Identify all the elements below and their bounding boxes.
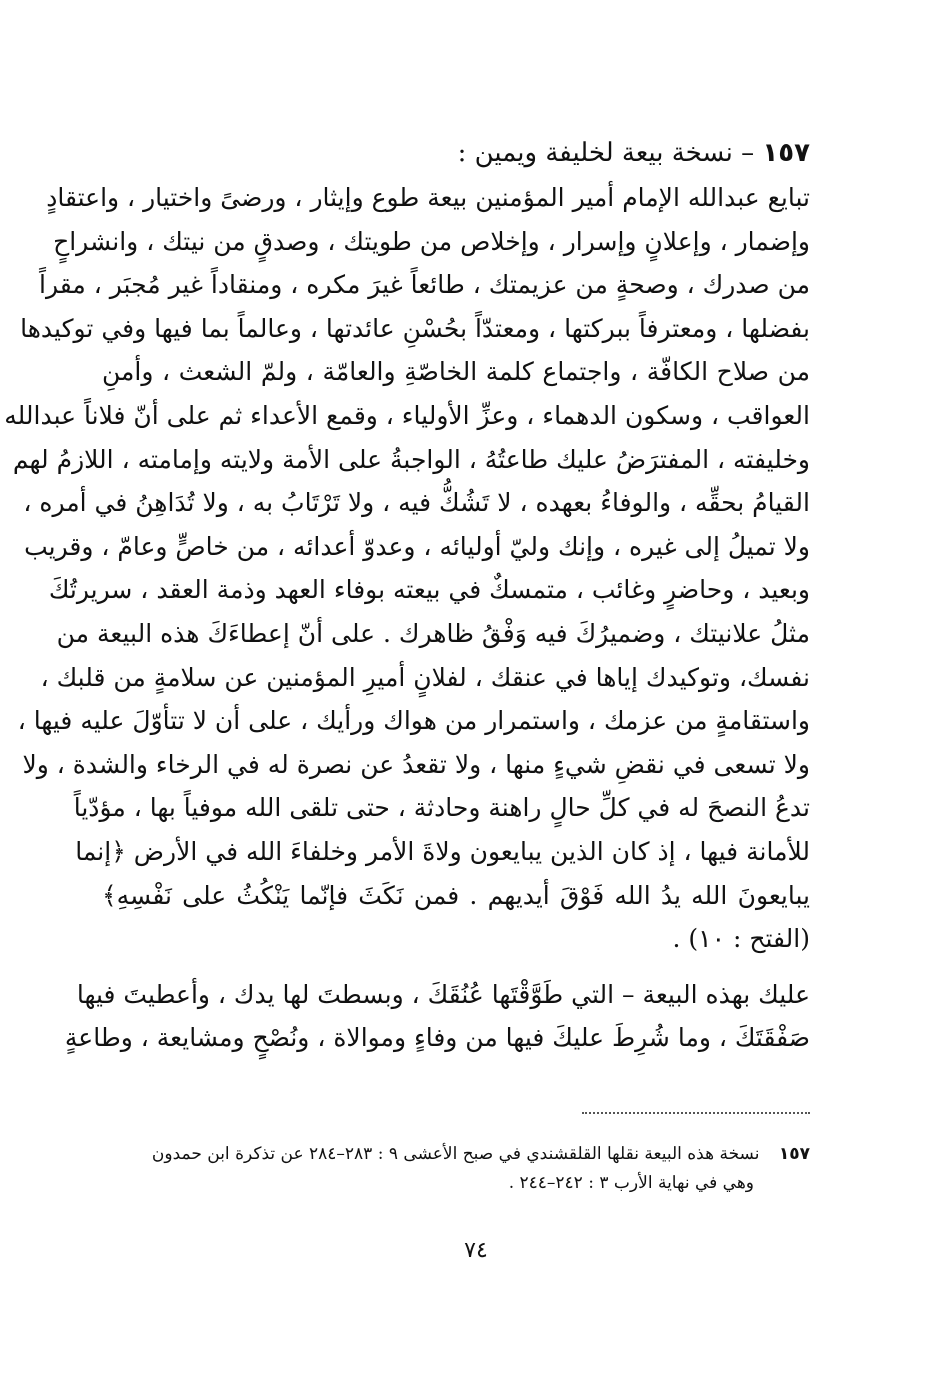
text-line: تبايع عبدالله الإمام أمير المؤمنين بيعة طوع وإيثار ، ورضىً واختيار ، واعتقادٍ bbox=[46, 183, 810, 212]
text-line: بفضلها ، ومعترفاً ببركتها ، ومعتدّاً بحُسْنِ عائدتها ، وعالماً بما فيها وفي توكيدها bbox=[20, 313, 810, 343]
text-line: تدعُ النصحَ له في كلِّ حالٍ راهنة وحادثة ، حتى تلقى الله موفياً بها ، مؤدّياً bbox=[73, 793, 810, 823]
text-line: من صدرك ، وصحةٍ من عزيمتك ، طائعاً غيرَ مكره ، ومنقاداً غير مُجبَر ، مقراً bbox=[39, 270, 810, 300]
footnote bbox=[102, 1140, 810, 1198]
text-line: ولا تسعى في نقضِ شيءٍ منها ، ولا تقعدُ عن نصرة له في الرخاء والشدة ، ولا bbox=[22, 749, 810, 779]
footnote-text: نسخة هذه البيعة نقلها القلقشندي في صبح الأعشى ٩ : ٢٨٣–٢٨٤ عن تذكرة ابن حمدون bbox=[151, 1144, 760, 1164]
text-line: نفسك، وتوكيدك إياها في عنقك ، لفلانٍ أميرِ المؤمنين عن سلامةٍ من قلبك ، bbox=[40, 662, 810, 692]
text-line: وإضمار ، وإعلانٍ وإسرار ، وإخلاص من طويتك ، وصدقٍ من نيتك ، وانشراحٍ bbox=[53, 226, 810, 256]
text-line: واستقامةٍ من عزمك ، واستمرار من هواك ورأيك ، على أن لا تتأوّلَ عليه فيها ، bbox=[17, 706, 810, 736]
paragraph-2 bbox=[64, 973, 810, 1060]
text-line: مثلُ علانيتك ، وضميرُكَ فيه وَفْقُ ظاهرك . على أنّ إعطاءَكَ هذه البيعة من bbox=[56, 618, 810, 648]
text-line: القيامُ بحقِّه ، والوفاءُ بعهده ، لا تَشُكُّ فيه ، ولا تَرْتَابُ به ، ولا تُدَاهِنُ في أمره ، bbox=[23, 488, 810, 518]
footnote-divider bbox=[582, 1112, 810, 1114]
text-line: وخليفته ، المفترَضُ عليك طاعتُهُ ، الواجبةُ على الأمة ولايته وإمامته ، اللازمُ لهم bbox=[12, 444, 810, 474]
main-text bbox=[4, 130, 810, 1060]
text-line: ولا تميلُ إلى غيره ، وإنك وليّ أوليائه ، وعدوّ أعدائه ، من خاصٍّ وعامّ ، وقريب bbox=[24, 531, 810, 561]
section-title: – نسخة بيعة لخليفة ويمين : bbox=[457, 138, 755, 168]
footnote-number: ١٥٧ bbox=[778, 1144, 810, 1164]
text-line: عليك بهذه البيعة – التي طَوَّقْتَها عُنُقَكَ ، وبسطتَ لها يدك ، وأعطيتَ فيها bbox=[76, 979, 810, 1009]
text-line: يبايعونَ الله يدُ الله فَوْقَ أيديهم . فمن نَكَثَ فإنّما يَنْكُثُ على نَفْسِهِ﴾ bbox=[102, 880, 810, 910]
section-heading bbox=[102, 130, 810, 176]
text-line: وبعيد ، وحاضرٍ وغائب ، متمسكٌ في بيعته بوفاء العهد وذمة العقد ، سريرتُكَ bbox=[48, 575, 810, 605]
section-number: ١٥٧ bbox=[762, 138, 810, 168]
text-line: (الفتح : ١٠) . bbox=[672, 924, 810, 954]
text-line: من صلاح الكافّة ، واجتماع كلمة الخاصّةِ والعامّة ، ولمّ الشعث ، وأمنِ bbox=[102, 357, 810, 387]
paragraph-1 bbox=[4, 176, 810, 961]
text-line: العواقب ، وسكون الدهماء ، وعزِّ الأولياء ، وقمع الأعداء ثم على أنّ فلاناً عبدالله bbox=[4, 400, 810, 430]
footnote-line bbox=[102, 1140, 810, 1169]
text-line: صَفْقَتَكَ ، وما شُرِطَ عليكَ فيها من وفاءٍ وموالاة ، ونُصْحٍ ومشايعة ، وطاعةٍ bbox=[64, 1023, 810, 1053]
footnote-line: وهي في نهاية الأرب ٣ : ٢٤٢–٢٤٤ . bbox=[508, 1173, 754, 1193]
text-line: للأمانة فيها ، إذ كان الذين يبايعون ولاةَ الأمر وخلفاءَ الله في الأرض ﴿إنما bbox=[75, 836, 810, 866]
page-number: ٧٤ bbox=[464, 1238, 488, 1263]
